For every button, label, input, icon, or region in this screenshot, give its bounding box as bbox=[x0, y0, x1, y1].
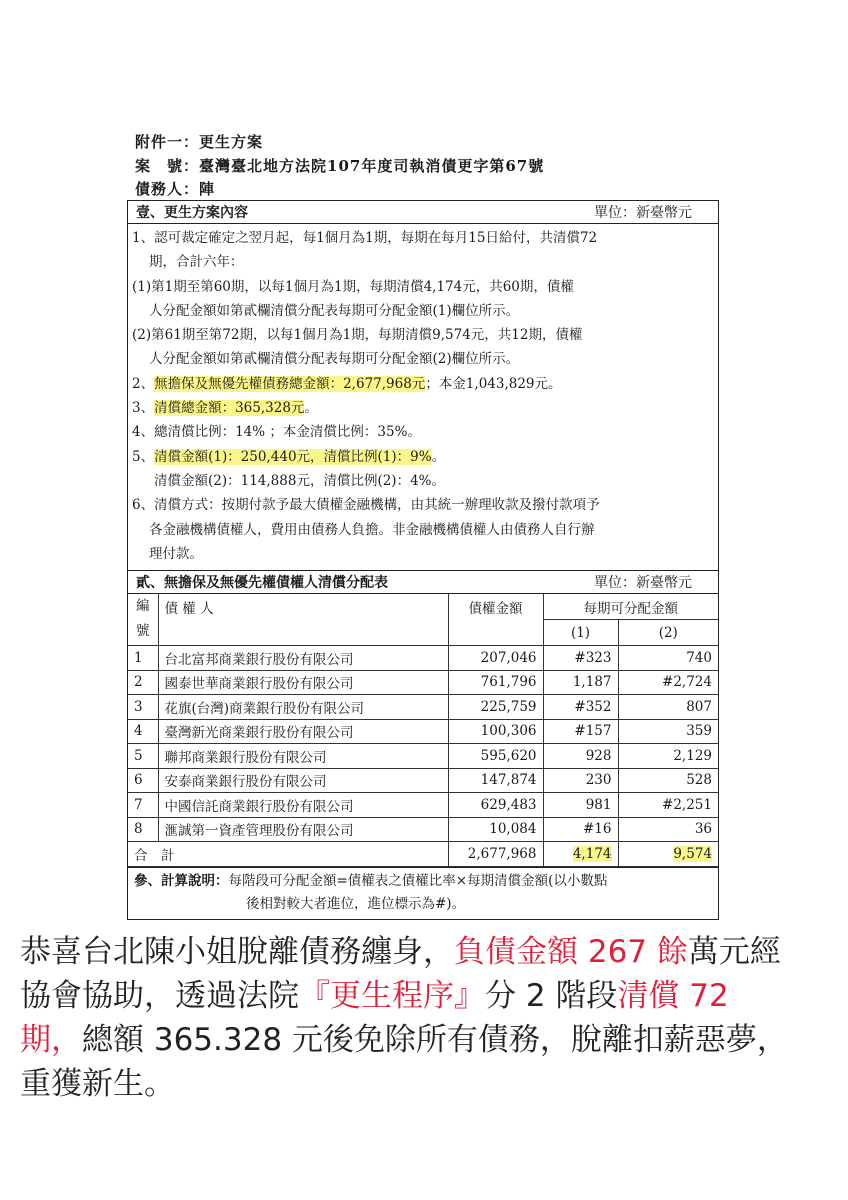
table-row bbox=[128, 817, 718, 842]
row-amount: 225,759 bbox=[448, 695, 543, 720]
total-p2: 9,574 bbox=[618, 842, 718, 867]
total-amount: 2,677,968 bbox=[448, 842, 543, 867]
col-header-p2: (2) bbox=[618, 620, 718, 646]
table-row bbox=[128, 695, 718, 720]
item3-rest: 。 bbox=[304, 400, 318, 417]
item5-highlight: 清償金額(1)：250,440元，清償比例(1)：9% bbox=[154, 448, 432, 465]
item1-sub2-line: (2)第61期至第72期，以每1個月為1期，每期清償9,574元，共12期，債權 bbox=[132, 327, 583, 344]
item1-sub1-line: (1)第1期至第60期，以每1個月為1期，每期清償4,174元，共60期，債權 bbox=[132, 278, 574, 295]
case-value: 臺灣臺北地方法院107年度司執消債更字第67號 bbox=[199, 157, 545, 175]
row-creditor: 臺灣新光商業銀行股份有限公司 bbox=[158, 719, 448, 744]
row-p2: #2,724 bbox=[618, 670, 718, 695]
note-line: 後相對較大者進位，進位標示為#)。 bbox=[246, 895, 466, 912]
item6-line: 各金融機構債權人，費用由債務人負擔。非金融機構債權人由債務人自行辦 bbox=[149, 521, 595, 538]
item4: 4、總清償比例：14% ；本金清償比例：35%。 bbox=[132, 424, 421, 441]
row-p1: 230 bbox=[543, 768, 618, 793]
row-no: 4 bbox=[128, 719, 158, 744]
row-creditor: 中國信託商業銀行股份有限公司 bbox=[158, 793, 448, 818]
caption-text: 總額 365.328 元後免除所有債務，脫離扣薪惡夢，重獲新生。 bbox=[20, 1022, 788, 1102]
note-line: 每階段可分配金額=債權表之債權比率×每期清償金額(以小數點 bbox=[228, 872, 608, 889]
row-p1: 981 bbox=[543, 793, 618, 818]
row-amount: 147,874 bbox=[448, 768, 543, 793]
item3 bbox=[132, 396, 718, 420]
row-creditor: 花旗(台灣)商業銀行股份有限公司 bbox=[158, 695, 448, 720]
table-row bbox=[128, 744, 718, 769]
row-creditor: 聯邦商業銀行股份有限公司 bbox=[158, 744, 448, 769]
plan-items bbox=[128, 224, 718, 570]
row-no: 1 bbox=[128, 646, 158, 671]
item5-second: 清償金額(2)：114,888元，清償比例(2)：4%。 bbox=[154, 472, 445, 489]
col-header-p1: (1) bbox=[543, 620, 618, 646]
item2-rest: ；本金1,043,829元。 bbox=[425, 375, 562, 392]
col-header-no: 編 號 bbox=[128, 594, 158, 646]
item3-prefix: 3、 bbox=[132, 400, 155, 417]
item2 bbox=[132, 372, 718, 396]
row-p2: #2,251 bbox=[618, 793, 718, 818]
table-total-row bbox=[128, 842, 718, 867]
table-row bbox=[128, 646, 718, 671]
item1-line: 1、認可裁定確定之翌月起，每1個月為1期，每期在每月15日給付，共清償72 bbox=[132, 230, 598, 246]
plan-document-box bbox=[127, 200, 719, 920]
case-number bbox=[135, 155, 544, 176]
col-header-creditor: 債 權 人 bbox=[158, 594, 448, 646]
row-p1: 928 bbox=[543, 744, 618, 769]
row-p1: #16 bbox=[543, 817, 618, 842]
row-amount: 629,483 bbox=[448, 793, 543, 818]
item3-highlight: 清償總金額：365,328元 bbox=[154, 400, 305, 417]
section1-unit: 單位：新臺幣元 bbox=[594, 205, 692, 221]
row-amount: 207,046 bbox=[448, 646, 543, 671]
item5-prefix: 5、 bbox=[132, 448, 155, 465]
col-header-per-period: 每期可分配金額 bbox=[543, 594, 718, 620]
row-amount: 595,620 bbox=[448, 744, 543, 769]
item5 bbox=[132, 445, 718, 469]
section1-title: 壹、更生方案內容 bbox=[136, 205, 248, 221]
table-row bbox=[128, 719, 718, 744]
item1-sub2-line: 人分配金額如第貳欄清償分配表每期可分配金額(2)欄位所示。 bbox=[149, 351, 520, 368]
debtor-label: 債務人： bbox=[135, 180, 200, 198]
row-p2: 359 bbox=[618, 719, 718, 744]
row-p2: 36 bbox=[618, 817, 718, 842]
row-no: 8 bbox=[128, 817, 158, 842]
item6-line: 理付款。 bbox=[149, 545, 203, 562]
section2-title: 貳、無擔保及無優先權債權人清償分配表 bbox=[136, 575, 388, 592]
item1-line: 期，合計六年： bbox=[149, 254, 244, 271]
row-no: 7 bbox=[128, 793, 158, 818]
table-row bbox=[128, 768, 718, 793]
row-p2: 807 bbox=[618, 695, 718, 720]
row-creditor: 國泰世華商業銀行股份有限公司 bbox=[158, 670, 448, 695]
row-creditor: 滙誠第一資產管理股份有限公司 bbox=[158, 817, 448, 842]
section2-header bbox=[128, 570, 718, 594]
section1-header bbox=[128, 201, 718, 224]
row-p1: 1,187 bbox=[543, 670, 618, 695]
item6-line: 6、清償方式：按期付款予最大債權金融機構，由其統一辦理收款及撥付款項予 bbox=[132, 497, 600, 514]
table-header-row bbox=[128, 594, 718, 620]
row-p2: 2,129 bbox=[618, 744, 718, 769]
row-no: 2 bbox=[128, 670, 158, 695]
item1-sub1-line: 人分配金額如第貳欄清償分配表每期可分配金額(1)欄位所示。 bbox=[149, 302, 520, 319]
col-header-amount: 債權金額 bbox=[448, 594, 543, 646]
row-no: 6 bbox=[128, 768, 158, 793]
total-p1: 4,174 bbox=[543, 842, 618, 867]
row-p2: 528 bbox=[618, 768, 718, 793]
caption-highlight-debt: 負債金額 267 餘 bbox=[454, 934, 688, 970]
row-amount: 100,306 bbox=[448, 719, 543, 744]
table-row bbox=[128, 793, 718, 818]
row-amount: 10,084 bbox=[448, 817, 543, 842]
case-label: 案 號： bbox=[135, 157, 200, 175]
distribution-table bbox=[128, 594, 718, 867]
caption-text: 分 2 階段 bbox=[485, 978, 618, 1014]
row-creditor: 安泰商業銀行股份有限公司 bbox=[158, 768, 448, 793]
attachment-title: 附件一：更生方案 bbox=[135, 133, 264, 151]
section2-unit: 單位：新臺幣元 bbox=[594, 575, 692, 592]
row-p1: #352 bbox=[543, 695, 618, 720]
row-no: 5 bbox=[128, 744, 158, 769]
row-amount: 761,796 bbox=[448, 670, 543, 695]
item2-prefix: 2、 bbox=[132, 375, 155, 392]
debtor bbox=[135, 178, 215, 199]
item2-highlight: 無擔保及無優先權債務總金額：2,677,968元 bbox=[154, 375, 426, 392]
calculation-note bbox=[128, 867, 718, 919]
row-p1: #157 bbox=[543, 719, 618, 744]
caption-text: 萬元經協會協助，透過法院 bbox=[20, 934, 781, 1014]
caption-highlight-procedure: 『更生程序』 bbox=[299, 978, 485, 1014]
caption-highlight-periods: 清償 72 期， bbox=[20, 978, 729, 1058]
table-row bbox=[128, 670, 718, 695]
congratulation-caption bbox=[20, 930, 800, 1106]
section3-title: 參、計算說明： bbox=[134, 872, 229, 889]
caption-text: 恭喜台北陳小姐脫離債務纏身， bbox=[20, 934, 454, 970]
debtor-value: 陣 bbox=[199, 180, 216, 198]
total-label: 合 計 bbox=[128, 842, 448, 867]
item5-rest: 。 bbox=[431, 448, 446, 465]
row-no: 3 bbox=[128, 695, 158, 720]
row-p2: 740 bbox=[618, 646, 718, 671]
row-p1: #323 bbox=[543, 646, 618, 671]
row-creditor: 台北富邦商業銀行股份有限公司 bbox=[158, 646, 448, 671]
